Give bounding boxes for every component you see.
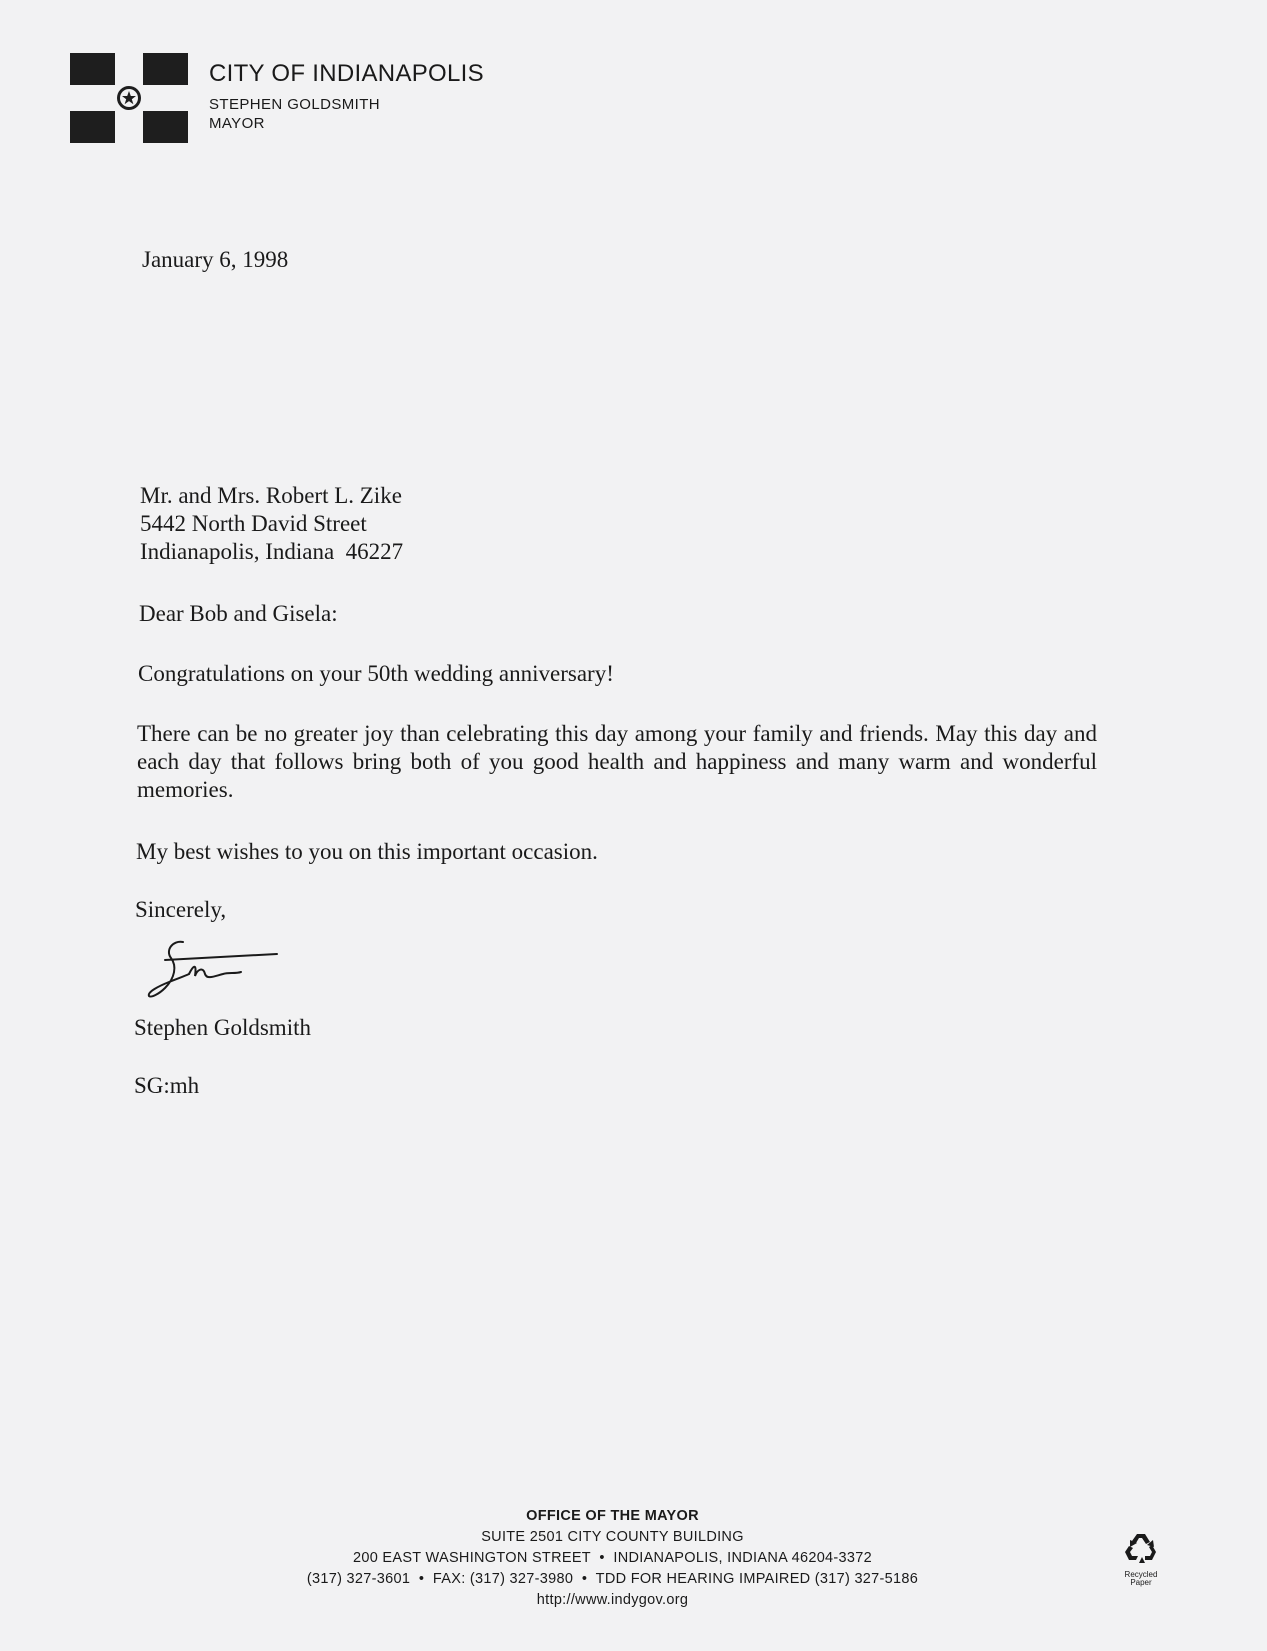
paragraph-congratulations: Congratulations on your 50th wedding anniversary! — [138, 661, 614, 686]
recipient-address — [140, 482, 403, 566]
recipient-city-line: Indianapolis, Indiana 46227 — [140, 539, 404, 564]
letterhead-city: CITY OF INDIANAPOLIS — [209, 60, 484, 87]
recipient-street-line: 5442 North David Street — [140, 511, 367, 536]
handwritten-signature-icon — [145, 936, 280, 1006]
city-flag-star-logo-icon — [70, 53, 190, 145]
paragraph-best-wishes: My best wishes to you on this important occasion. — [136, 839, 598, 864]
recycle-symbol-icon — [1123, 1530, 1159, 1566]
closing: Sincerely, — [135, 897, 227, 922]
footer-office: OFFICE OF THE MAYOR — [526, 1508, 699, 1524]
recycle-symbol — [1117, 1530, 1165, 1590]
salutation: Dear Bob and Gisela: — [139, 601, 338, 626]
recycle-label-1: Recycled — [1124, 1570, 1158, 1579]
letter-date: January 6, 1998 — [142, 247, 289, 272]
typist-initials: SG:mh — [134, 1073, 200, 1098]
footer-suite: SUITE 2501 CITY COUNTY BUILDING — [481, 1529, 744, 1545]
footer-phones: (317) 327-3601 • FAX: (317) 327-3980 • TDD FOR HEARING IMPAIRED (317) 327-5186 — [306, 1571, 919, 1587]
paragraph-wishes: There can be no greater joy than celebrating this day among your family and friends. May this day and each day that follows bring both of you good health and happiness and many warm and wonderful memories. — [137, 721, 1097, 802]
footer-website: http://www.indygov.org — [536, 1592, 689, 1608]
footer-address: 200 EAST WASHINGTON STREET • INDIANAPOLIS, INDIANA 46204-3372 — [352, 1550, 873, 1566]
letterhead-mayor-name: STEPHEN GOLDSMITH — [209, 96, 380, 113]
letterhead-mayor-title: MAYOR — [209, 115, 265, 132]
recycle-label-2: Paper — [1130, 1578, 1152, 1587]
recipient-name-line: Mr. and Mrs. Robert L. Zike — [140, 483, 402, 508]
signer-name: Stephen Goldsmith — [134, 1015, 311, 1040]
